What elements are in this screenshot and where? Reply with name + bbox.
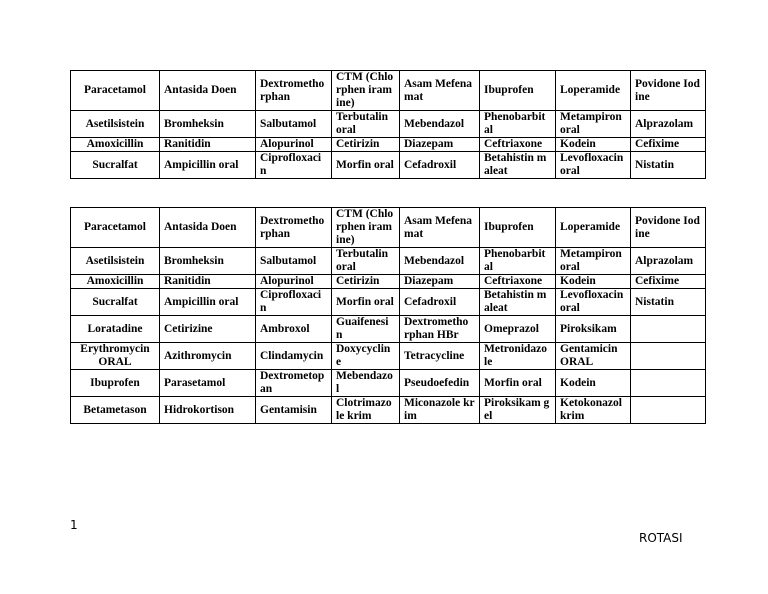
table-cell: Cetirizine (160, 316, 256, 343)
table-cell: Ibuprofen (71, 370, 160, 397)
table-cell: Mebendazo l (332, 370, 400, 397)
table-cell: Paracetamol (71, 71, 160, 111)
table-cell: Metampiron oral (556, 111, 631, 138)
table-cell: Pseudoefedin (400, 370, 480, 397)
table-cell: Miconazole krim (400, 397, 480, 424)
table-cell: Diazepam (400, 275, 480, 289)
table-cell: Nistatin (631, 289, 706, 316)
table-cell: Metronidazo le (480, 343, 556, 370)
table-cell: Bromheksin (160, 248, 256, 275)
table-cell: Morfin oral (332, 152, 400, 179)
table-cell: Kodein (556, 370, 631, 397)
page-number: 1 (70, 518, 78, 532)
table-cell: Omeprazol (480, 316, 556, 343)
table-cell: Alopurinol (256, 138, 332, 152)
table-cell: Cetirizin (332, 138, 400, 152)
table-cell: Ceftriaxone (480, 138, 556, 152)
table-cell: Mebendazol (400, 111, 480, 138)
table-cell: CTM (Chlorphen iramine) (332, 71, 400, 111)
table-cell: Phenobarbit al (480, 248, 556, 275)
table-cell: Asetilsistein (71, 248, 160, 275)
table-cell: Dextrometho rphan HBr (400, 316, 480, 343)
table-cell: Kodein (556, 138, 631, 152)
table-cell: Phenobarbit al (480, 111, 556, 138)
table-row (71, 138, 706, 152)
table-cell: Doxycyclin e (332, 343, 400, 370)
table-cell: Gentamicin ORAL (556, 343, 631, 370)
table-cell: Diazepam (400, 138, 480, 152)
table-cell: Morfin oral (480, 370, 556, 397)
table-cell: Antasida Doen (160, 208, 256, 248)
table-cell: Betahistin maleat (480, 289, 556, 316)
table-cell: Ibuprofen (480, 71, 556, 111)
table-cell: Erythromycin ORAL (71, 343, 160, 370)
table-row (71, 111, 706, 138)
table-cell: Salbutamol (256, 111, 332, 138)
table-cell: Dextrometho rphan (256, 208, 332, 248)
table-cell: Alopurinol (256, 275, 332, 289)
table-cell: Ciprofloxaci n (256, 152, 332, 179)
table-cell: Loperamide (556, 208, 631, 248)
table-cell: Tetracycline (400, 343, 480, 370)
table-row (71, 208, 706, 248)
table-cell: Cefadroxil (400, 152, 480, 179)
table-cell: Antasida Doen (160, 71, 256, 111)
table-cell: Povidone Iodine (631, 71, 706, 111)
table-cell: Ibuprofen (480, 208, 556, 248)
table-cell: Sucralfat (71, 152, 160, 179)
table-cell: Ketokonazol krim (556, 397, 631, 424)
table-cell: Morfin oral (332, 289, 400, 316)
table-cell: Ceftriaxone (480, 275, 556, 289)
table-cell: Alprazolam (631, 248, 706, 275)
table-cell: Asam Mefenamat (400, 71, 480, 111)
footer-label: ROTASI (639, 531, 683, 545)
table-cell: Salbutamol (256, 248, 332, 275)
table-cell: Loperamide (556, 71, 631, 111)
table-row (71, 370, 706, 397)
table-cell: Betametason (71, 397, 160, 424)
drug-table-1 (70, 70, 706, 179)
table-cell: Betahistin maleat (480, 152, 556, 179)
table-cell: Cefadroxil (400, 289, 480, 316)
table-cell (631, 397, 706, 424)
table-cell (631, 316, 706, 343)
table-cell: Asetilsistein (71, 111, 160, 138)
table-cell: Sucralfat (71, 289, 160, 316)
table-cell: Terbutalin oral (332, 248, 400, 275)
table-cell: Parasetamol (160, 370, 256, 397)
table-cell: Cefixime (631, 275, 706, 289)
table-cell: Ranitidin (160, 138, 256, 152)
table-cell: Povidone Iodine (631, 208, 706, 248)
table-cell: Ranitidin (160, 275, 256, 289)
table-row (71, 248, 706, 275)
table-row (71, 289, 706, 316)
table-cell: Kodein (556, 275, 631, 289)
table-cell: Asam Mefenamat (400, 208, 480, 248)
table-cell (631, 370, 706, 397)
table-cell: Clotrimazo le krim (332, 397, 400, 424)
table-cell: Alprazolam (631, 111, 706, 138)
table-cell: Ciprofloxaci n (256, 289, 332, 316)
table-cell: Amoxicillin (71, 138, 160, 152)
table-cell: Hidrokortison (160, 397, 256, 424)
table-cell: Clindamycin (256, 343, 332, 370)
table-cell: Ampicillin oral (160, 289, 256, 316)
table-cell: Nistatin (631, 152, 706, 179)
table-cell: Mebendazol (400, 248, 480, 275)
table-cell: Terbutalin oral (332, 111, 400, 138)
table-row (71, 316, 706, 343)
table-row (71, 275, 706, 289)
table-cell: CTM (Chlorphen iramine) (332, 208, 400, 248)
table-cell: Cetirizin (332, 275, 400, 289)
table-row (71, 397, 706, 424)
table-row (71, 152, 706, 179)
table-cell: Ampicillin oral (160, 152, 256, 179)
table-cell: Guaifenesi n (332, 316, 400, 343)
table-cell: Levofloxacin oral (556, 289, 631, 316)
table-cell: Cefixime (631, 138, 706, 152)
table-cell: Metampiron oral (556, 248, 631, 275)
table-cell: Paracetamol (71, 208, 160, 248)
table-cell: Azithromycin (160, 343, 256, 370)
table-cell: Piroksikam (556, 316, 631, 343)
table-row (71, 343, 706, 370)
drug-table-2 (70, 207, 706, 424)
table-cell (631, 343, 706, 370)
table-cell: Dextrometop an (256, 370, 332, 397)
table-cell: Dextrometho rphan (256, 71, 332, 111)
table-cell: Piroksikam gel (480, 397, 556, 424)
table-cell: Bromheksin (160, 111, 256, 138)
table-cell: Ambroxol (256, 316, 332, 343)
table-row (71, 71, 706, 111)
table-cell: Loratadine (71, 316, 160, 343)
table-cell: Amoxicillin (71, 275, 160, 289)
table-cell: Levofloxacin oral (556, 152, 631, 179)
table-cell: Gentamisin (256, 397, 332, 424)
